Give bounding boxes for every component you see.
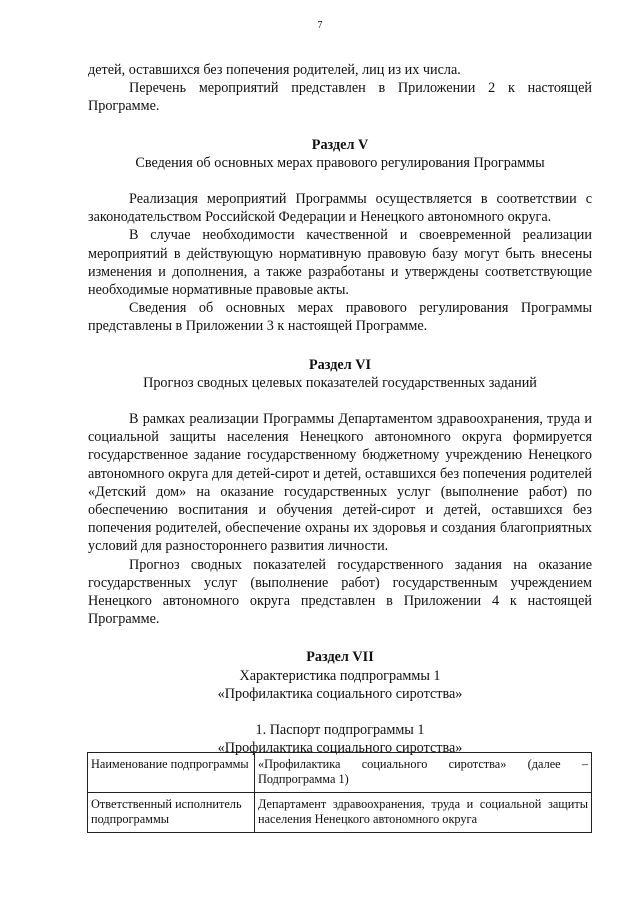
paragraph-intro-continuation: детей, оставшихся без попечения родителей, лиц из их числа. xyxy=(88,62,461,78)
section-5-title: Раздел V xyxy=(311,136,369,153)
section-6-title: Раздел VI xyxy=(309,356,371,373)
section-5-paragraph-3: Сведения об основных мерах правового регулирования Программы представлены в Приложении 3 к настоящей Программе. xyxy=(88,300,592,335)
section-6-paragraph-2: Прогноз сводных показателей государственного задания на оказание государственных услуг (выполнение работ) государственным учреждением Ненецкого автономного округа представлен в Приложении 4 к настоящей Программе. xyxy=(88,556,592,628)
section-5-subtitle: Сведения об основных мерах правового регулирования Программы xyxy=(135,154,545,171)
table-row xyxy=(88,753,592,793)
passport-title-1: 1. Паспорт подпрограммы 1 xyxy=(255,722,425,739)
table-cell-label: Ответственный исполнитель подпрограммы xyxy=(88,793,255,833)
table-row xyxy=(88,793,592,833)
document-body xyxy=(88,61,592,758)
section-6-paragraph-1: В рамках реализации Программы Департаментом здравоохранения, труда и социальной защиты населения Ненецкого автономного округа формируется государственное задание государственному бюджетному учреждению Ненецкого автономного округа для детей-сирот и детей, оставшихся без попечения родителей «Детский дом» на оказание государственных услуг (выполнение работ) по обеспечению воспитания и обучения детей-сирот и детей, оставшихся без попечения родителей, обеспечение охраны их здоровья и создания благоприятных условий для разностороннего развития личности. xyxy=(88,411,592,555)
table-cell-value: Департамент здравоохранения, труда и социальной защиты населения Ненецкого автономного округа xyxy=(255,793,592,833)
passport-title-2: «Профилактика социального сиротства» xyxy=(217,740,463,757)
table-cell-label: Наименование подпрограммы xyxy=(88,753,255,793)
section-5-paragraph-2: В случае необходимости качественной и своевременной реализации мероприятий в действующую нормативную правовую базу могут быть внесены изменения и дополнения, а также разработаны и утверждены соответствующие необходимые нормативные правовые акты. xyxy=(88,227,592,299)
section-5-paragraph-1: Реализация мероприятий Программы осуществляется в соответствии с законодательством Российской Федерации и Ненецкого автономного округа. xyxy=(88,191,592,226)
section-7-subtitle-1: Характеристика подпрограммы 1 xyxy=(239,667,441,684)
page-number: 7 xyxy=(317,20,323,31)
section-7-subtitle-2: «Профилактика социального сиротства» xyxy=(217,685,463,702)
table-cell-value: «Профилактика социального сиротства» (далее – Подпрограмма 1) xyxy=(255,753,592,793)
subprogram-passport-table xyxy=(87,752,592,833)
paragraph-activities-list: Перечень мероприятий представлен в Приложении 2 к настоящей Программе. xyxy=(88,80,592,115)
section-7-title: Раздел VII xyxy=(306,649,374,666)
section-6-subtitle: Прогноз сводных целевых показателей государственных заданий xyxy=(143,374,537,391)
